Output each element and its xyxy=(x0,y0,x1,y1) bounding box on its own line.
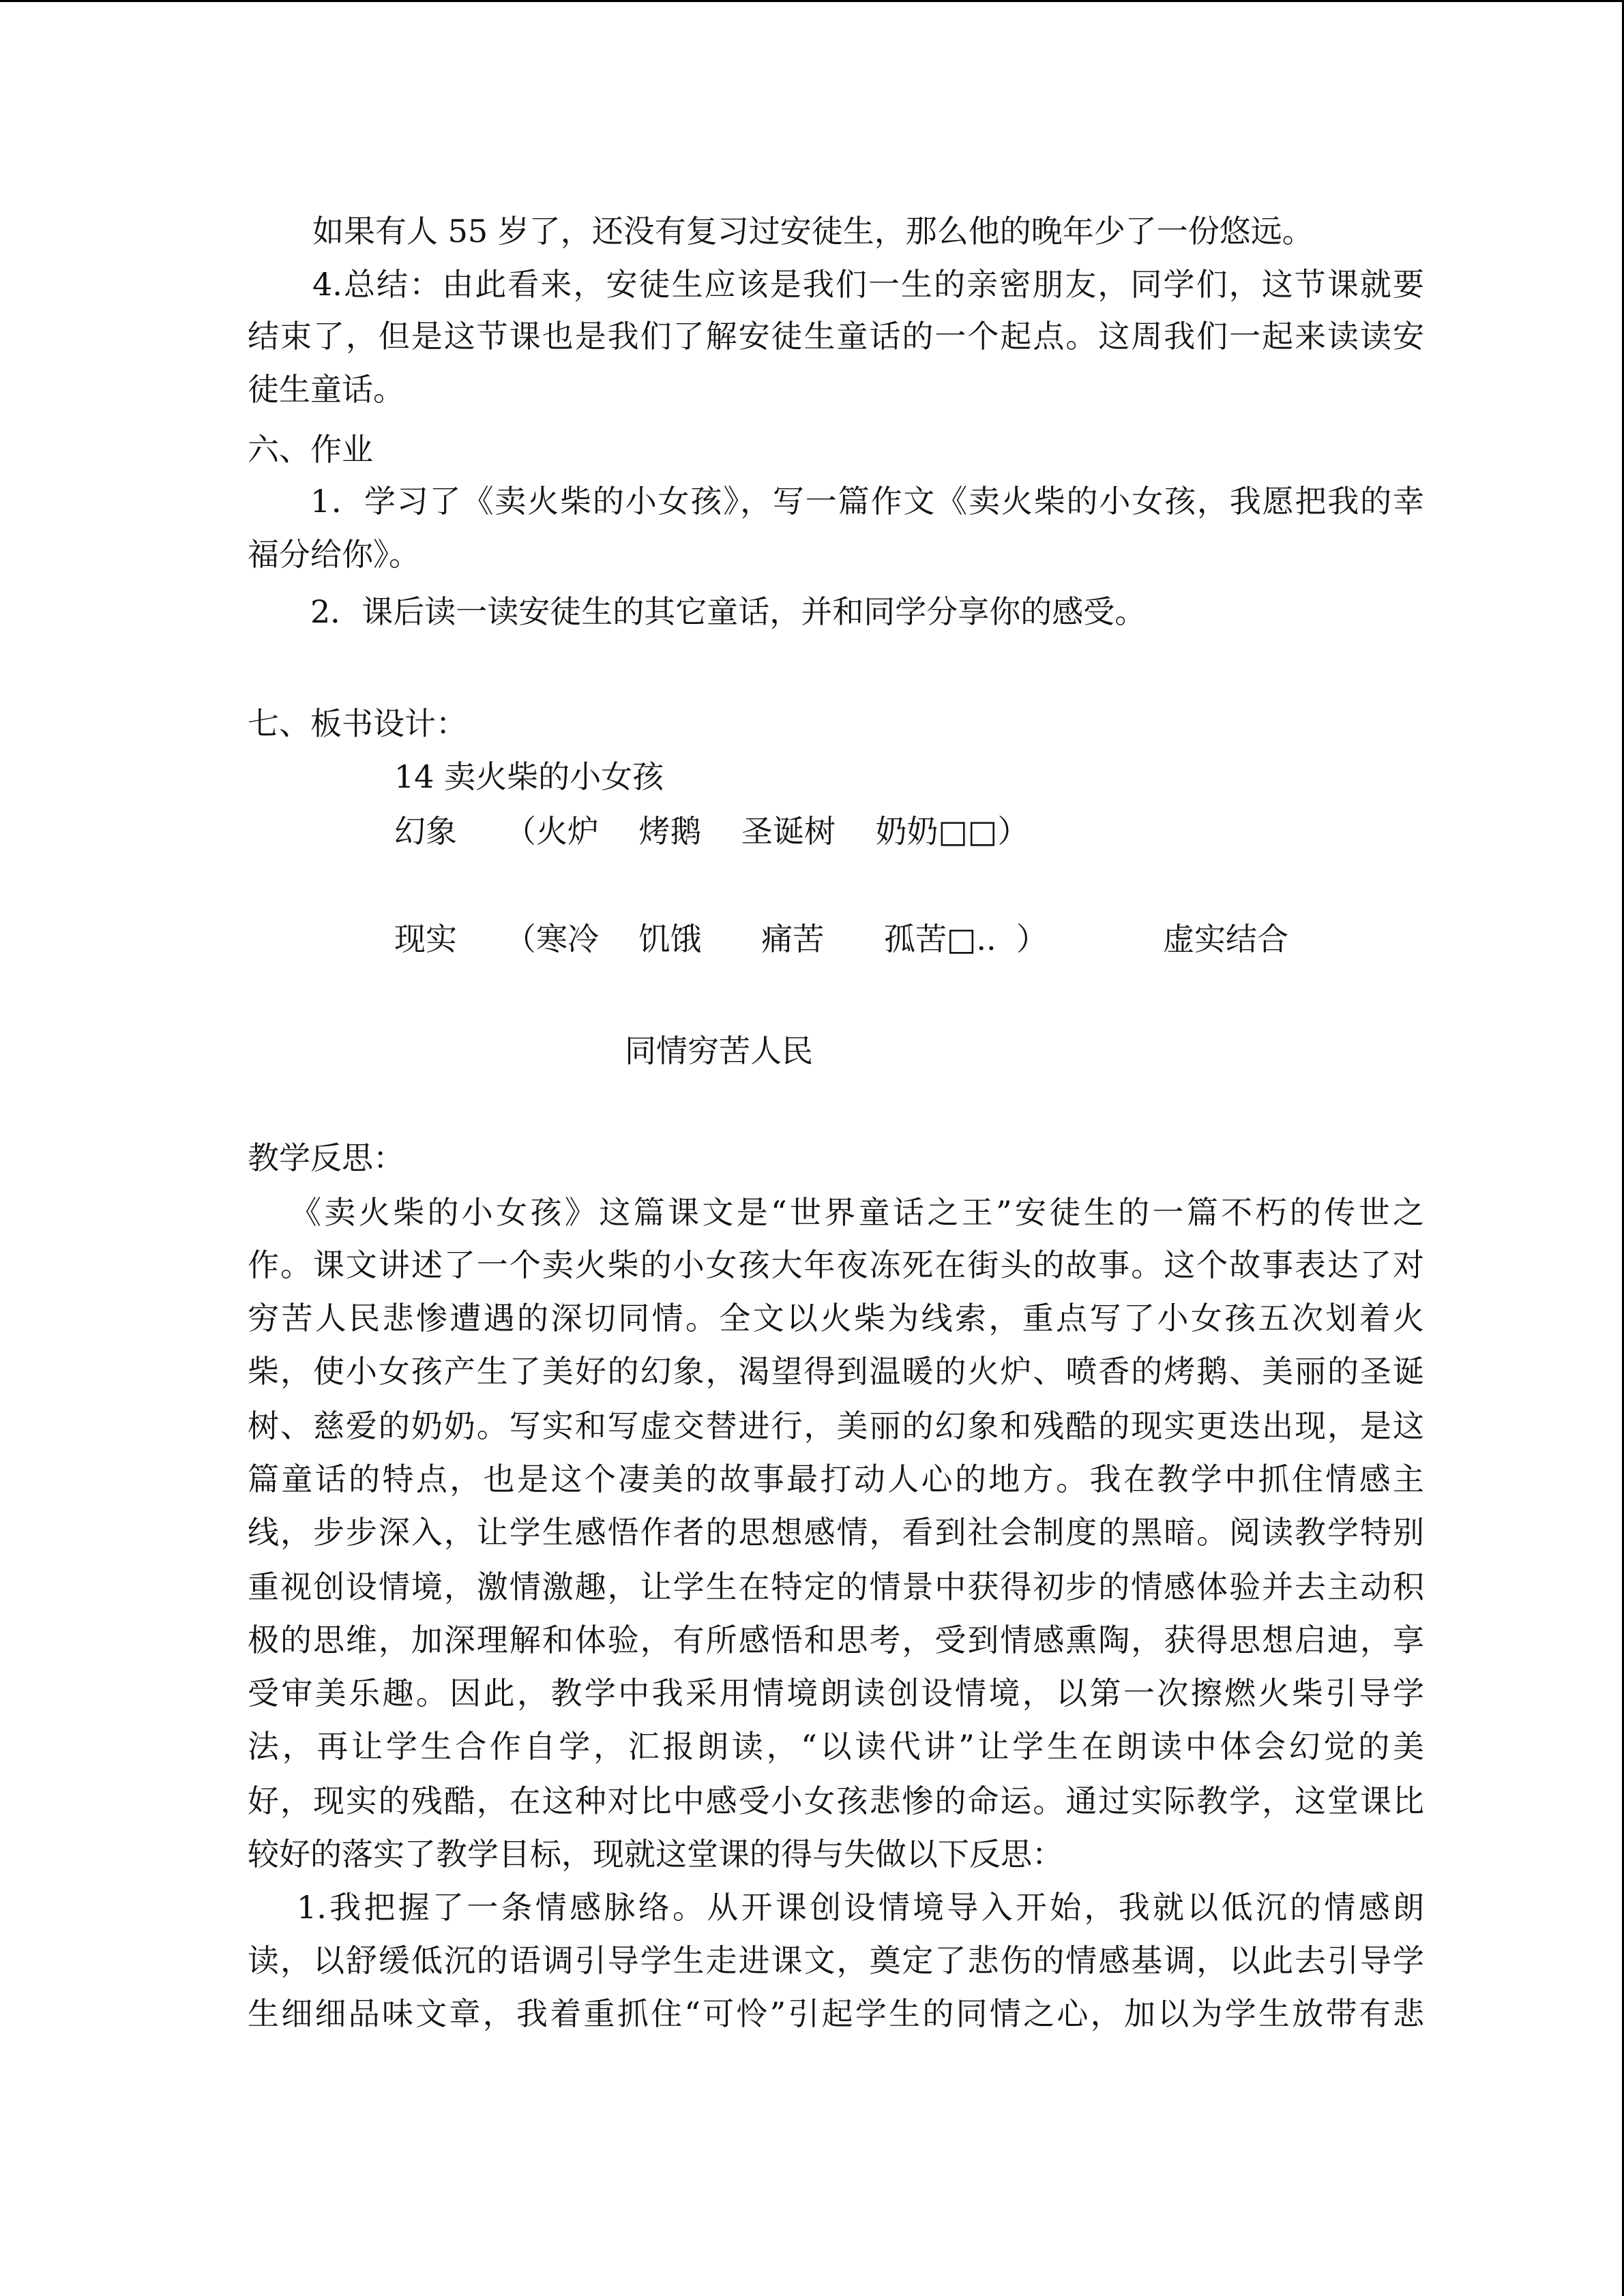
board-illusion-label: 幻象 xyxy=(394,813,457,850)
section-heading-reflection: 教学反思： xyxy=(248,1139,404,1176)
text-line: 1．学习了《卖火柴的小女孩》，写一篇作文《卖火柴的小女孩，我愿把我的幸 xyxy=(310,483,1424,520)
board-reality-label: 现实 xyxy=(394,921,457,957)
text-line: 2．课后读一读安徒生的其它童话，并和同学分享你的感受。 xyxy=(310,593,1147,630)
text-line: 作。课文讲述了一个卖火柴的小女孩大年夜冻死在街头的故事。这个故事表达了对 xyxy=(248,1247,1424,1283)
text-line: 结束了，但是这节课也是我们了解安徒生童话的一个起点。这周我们一起来读读安 xyxy=(248,318,1424,355)
text-line: 受审美乐趣。因此，教学中我采用情境朗读创设情境，以第一次擦燃火柴引导学 xyxy=(248,1675,1424,1712)
text-line: 徒生童话。 xyxy=(248,371,404,408)
text-line: 如果有人 55 岁了，还没有复习过安徒生，那么他的晚年少了一份悠远。 xyxy=(312,213,1314,250)
text-line: 好，现实的残酷，在这种对比中感受小女孩悲惨的命运。通过实际教学，这堂课比 xyxy=(248,1783,1424,1819)
board-theme: 同情穷苦人民 xyxy=(625,1032,813,1069)
text-line: 1.我把握了一条情感脉络。从开课创设情境导入开始，我就以低沉的情感朗 xyxy=(297,1889,1424,1926)
text-line: 较好的落实了教学目标，现就这堂课的得与失做以下反思： xyxy=(248,1836,1063,1873)
text-line: 福分给你》。 xyxy=(248,536,420,573)
section-heading-homework: 六、作业 xyxy=(248,431,373,468)
text-line: 极的思维，加深理解和体验，有所感悟和思考，受到情感熏陶，获得思想启迪，享 xyxy=(248,1622,1424,1658)
text-line: 4.总结：由此看来，安徒生应该是我们一生的亲密朋友，同学们，这节课就要 xyxy=(312,266,1424,303)
text-line: 柴，使小女孩产生了美好的幻象，渴望得到温暖的火炉、喷香的烤鹅、美丽的圣诞 xyxy=(248,1353,1424,1390)
text-line: 读，以舒缓低沉的语调引导学生走进课文，奠定了悲伤的情感基调，以此去引导学 xyxy=(248,1942,1424,1979)
text-line: 《卖火柴的小女孩》这篇课文是“世界童话之王”安徒生的一篇不朽的传世之 xyxy=(290,1194,1424,1231)
board-combine: 虚实结合 xyxy=(1163,921,1288,957)
text-line: 穷苦人民悲惨遭遇的深切同情。全文以火柴为线索，重点写了小女孩五次划着火 xyxy=(248,1300,1424,1337)
board-reality-items: （寒冷 饥饿 痛苦 孤苦□.. ） xyxy=(505,921,1048,957)
text-line: 生细细品味文章，我着重抓住“可怜”引起学生的同情之心，加以为学生放带有悲 xyxy=(248,1995,1424,2032)
board-title: 14 卖火柴的小女孩 xyxy=(394,758,664,795)
text-line: 篇童话的特点，也是这个凄美的故事最打动人心的地方。我在教学中抓住情感主 xyxy=(248,1461,1424,1497)
text-line: 线，步步深入，让学生感悟作者的思想感情，看到社会制度的黑暗。阅读教学特别 xyxy=(248,1514,1424,1551)
section-heading-board-design: 七、板书设计： xyxy=(248,705,467,742)
text-line: 树、慈爱的奶奶。写实和写虚交替进行，美丽的幻象和残酷的现实更迭出现，是这 xyxy=(248,1407,1424,1444)
board-illusion-items: （火炉 烤鹅 圣诞树 奶奶□□） xyxy=(505,813,1029,850)
text-line: 重视创设情境，激情激趣，让学生在特定的情景中获得初步的情感体验并去主动积 xyxy=(248,1568,1424,1605)
text-line: 法，再让学生合作自学，汇报朗读，“以读代讲”让学生在朗读中体会幻觉的美 xyxy=(248,1728,1424,1765)
